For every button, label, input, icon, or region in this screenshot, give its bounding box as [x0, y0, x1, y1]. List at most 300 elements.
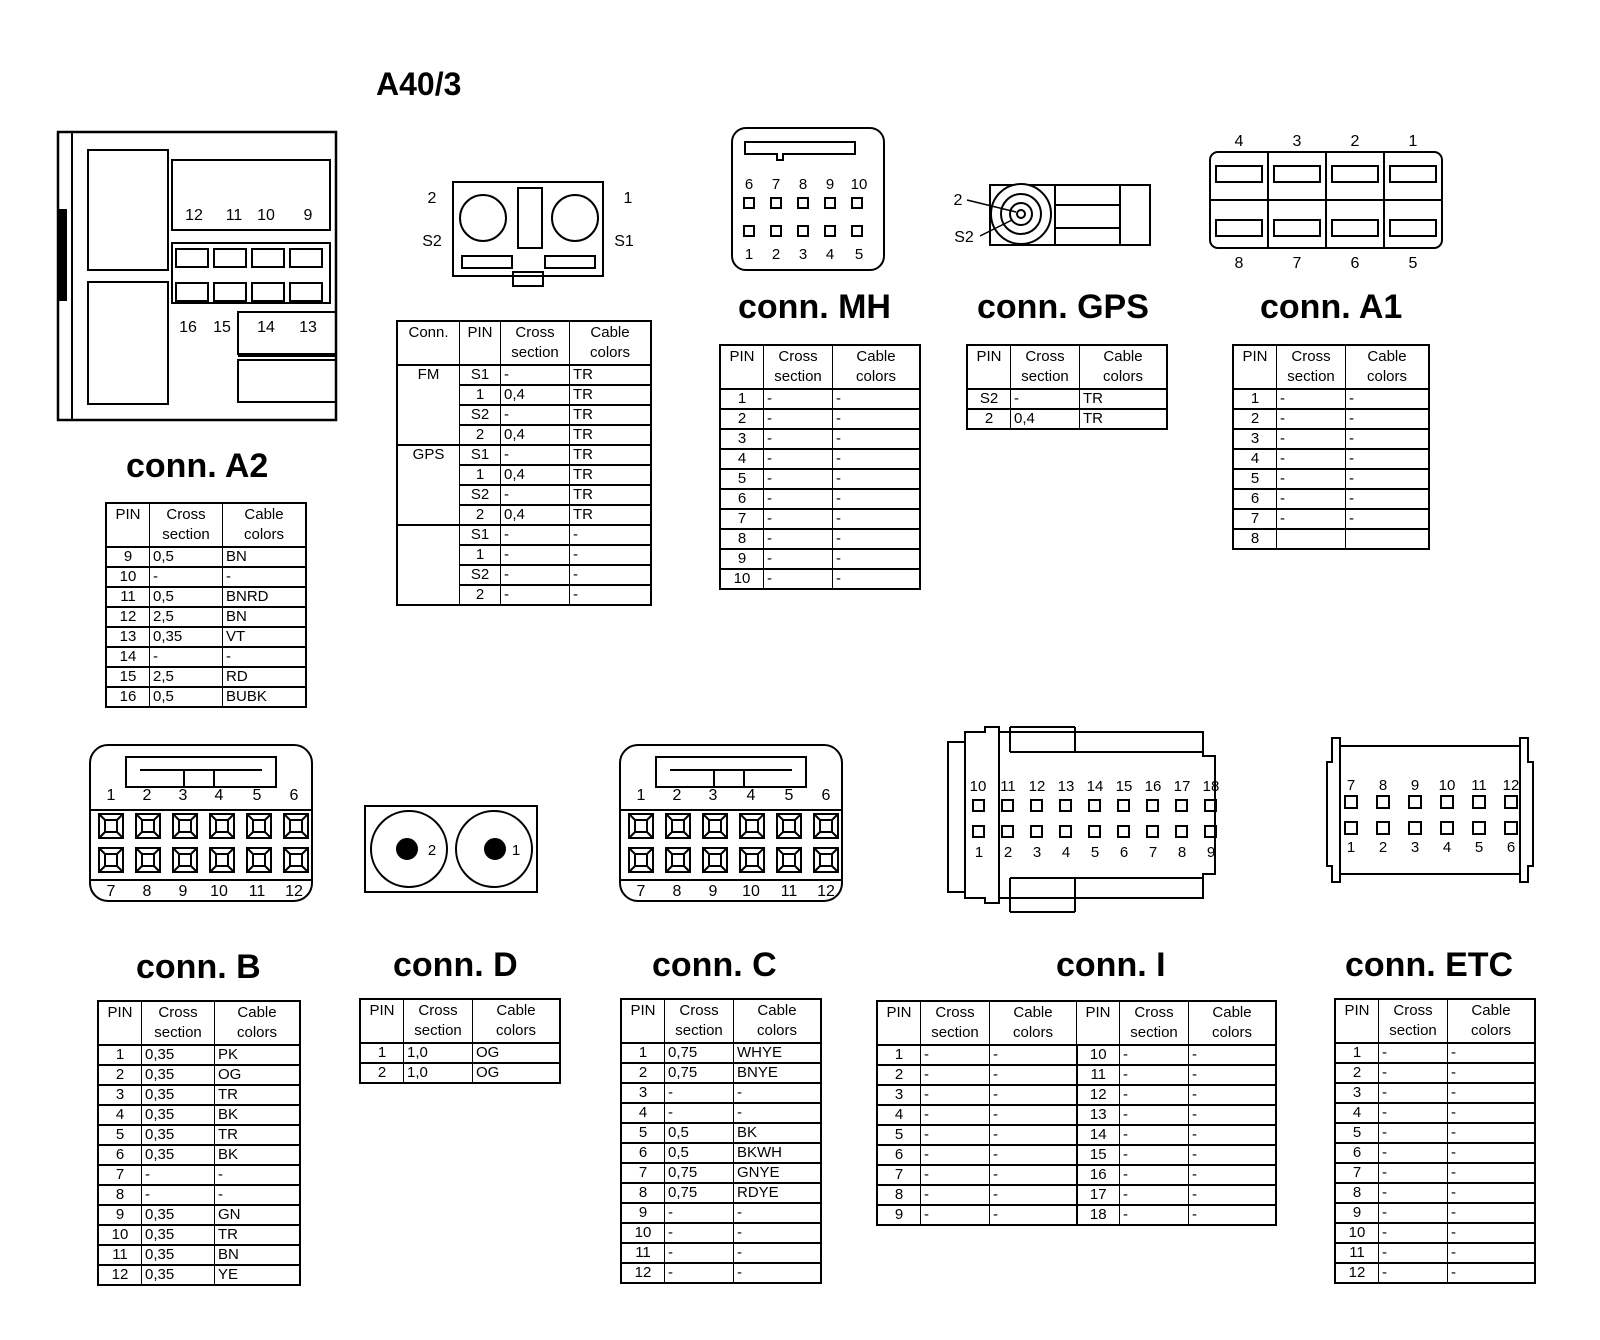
cable-color-cell: - — [215, 1185, 301, 1205]
pin-socket — [1060, 800, 1071, 811]
antenna-pin-label: S2 — [422, 233, 442, 250]
pin-header: PIN — [360, 999, 404, 1043]
pin-socket — [666, 848, 690, 872]
pin-cell: 9 — [106, 547, 150, 567]
cable-color-cell: TR — [570, 485, 652, 505]
cable-color-cell: - — [215, 1165, 301, 1185]
pin-cell: 15 — [1077, 1145, 1120, 1165]
antenna-pin-label: 1 — [623, 190, 633, 207]
pin-header: PIN — [877, 1001, 921, 1045]
table-row — [1233, 529, 1429, 549]
cross-section-cell: - — [1379, 1203, 1448, 1223]
c-pin-label: 1 — [636, 787, 646, 804]
cable-color-cell: - — [1346, 489, 1430, 509]
cable-color-cell: - — [833, 409, 921, 429]
pin-header: PIN — [621, 999, 665, 1043]
conn-b-table — [97, 1000, 301, 1286]
cable-color-cell: - — [833, 429, 921, 449]
pin-socket — [814, 848, 838, 872]
cable-color-cell: - — [1448, 1143, 1536, 1163]
cable-color-cell: - — [570, 565, 652, 585]
c-pin-label: 9 — [708, 883, 718, 900]
cross-section-cell: - — [1379, 1083, 1448, 1103]
a1-pin-label: 5 — [1408, 255, 1418, 272]
pin-cell: 7 — [621, 1163, 665, 1183]
a2-pin-label: 16 — [179, 319, 197, 336]
i-pin-label: 10 — [969, 778, 987, 795]
pin-cell: 3 — [98, 1085, 142, 1105]
etc-pin-label: 3 — [1410, 839, 1420, 856]
pin-socket — [1409, 796, 1421, 808]
pin-cell: S2 — [460, 565, 501, 585]
cross-section-cell: - — [665, 1263, 734, 1283]
pin-cell: 6 — [1335, 1143, 1379, 1163]
table-row — [1335, 1103, 1535, 1123]
pin-cell: 14 — [106, 647, 150, 667]
cable-colors-header: Cable colors — [570, 321, 652, 365]
cable-color-cell: RD — [223, 667, 307, 687]
cross-section-cell: - — [501, 365, 570, 385]
pin-cell: 9 — [877, 1205, 921, 1225]
etc-pin-label: 1 — [1346, 839, 1356, 856]
a1-pin-label: 2 — [1350, 133, 1360, 150]
cross-section-cell: - — [1379, 1263, 1448, 1283]
cross-section-cell: 0,5 — [665, 1123, 734, 1143]
table-row — [1233, 449, 1429, 469]
cable-color-cell: RDYE — [734, 1183, 822, 1203]
conn-gps-table — [966, 344, 1168, 430]
pin-socket — [173, 848, 197, 872]
table-row — [1335, 1043, 1535, 1063]
i-pin-label: 14 — [1086, 778, 1104, 795]
pin-header: PIN — [106, 503, 150, 547]
table-row — [720, 529, 920, 549]
pin-cell: 4 — [1233, 449, 1277, 469]
i-pin-label: 9 — [1206, 844, 1216, 861]
pin-cell: 10 — [621, 1223, 665, 1243]
cable-color-cell — [1346, 529, 1430, 549]
pin-cell: 13 — [106, 627, 150, 647]
table-row — [98, 1205, 300, 1225]
pin-header: PIN — [1233, 345, 1277, 389]
cross-section-cell: - — [764, 569, 833, 589]
cross-section-cell: - — [665, 1223, 734, 1243]
cross-section-cell: - — [142, 1185, 215, 1205]
pin-cell: 8 — [621, 1183, 665, 1203]
pin-cell: 12 — [1335, 1263, 1379, 1283]
table-row — [621, 1103, 821, 1123]
b-pin-label: 2 — [142, 787, 152, 804]
table-row — [621, 1183, 821, 1203]
etc-pin-label: 2 — [1378, 839, 1388, 856]
a1-pin-label: 1 — [1408, 133, 1418, 150]
cross-section-header: Cross section — [1277, 345, 1346, 389]
table-row — [98, 1085, 300, 1105]
pin-cell: 15 — [106, 667, 150, 687]
pin-socket — [136, 848, 160, 872]
pin-header: PIN — [1335, 999, 1379, 1043]
table-row — [1335, 1263, 1535, 1283]
table-row — [1233, 469, 1429, 489]
pin-cell: 12 — [106, 607, 150, 627]
cross-section-cell: - — [1379, 1123, 1448, 1143]
cable-color-cell: - — [1448, 1263, 1536, 1283]
a1-pin-label: 3 — [1292, 133, 1302, 150]
pin-cell: 1 — [460, 545, 501, 565]
pin-cell: 9 — [720, 549, 764, 569]
pin-cell: S2 — [460, 485, 501, 505]
cable-color-cell: BK — [215, 1105, 301, 1125]
pin-socket — [173, 814, 197, 838]
cross-section-cell: - — [764, 429, 833, 449]
cable-color-cell: - — [833, 549, 921, 569]
conn-c-diagram — [620, 745, 842, 901]
pin-socket — [1002, 800, 1013, 811]
cable-color-cell: - — [833, 469, 921, 489]
table-row — [98, 1065, 300, 1085]
cross-section-cell: - — [921, 1105, 990, 1125]
cross-section-cell: - — [1120, 1085, 1189, 1105]
conn-mh-table — [719, 344, 921, 590]
pin-socket — [1147, 826, 1158, 837]
cross-section-cell: - — [1277, 489, 1346, 509]
gps-pin-label: 2 — [953, 192, 963, 209]
cable-color-cell: BN — [223, 607, 307, 627]
cable-color-cell: BNYE — [734, 1063, 822, 1083]
i-pin-label: 1 — [974, 844, 984, 861]
cable-colors-header: Cable colors — [473, 999, 561, 1043]
cable-colors-header: Cable colors — [833, 345, 921, 389]
pin-cell: 5 — [1233, 469, 1277, 489]
c-pin-label: 10 — [742, 883, 760, 900]
pin-cell: 5 — [877, 1125, 921, 1145]
pin-header: PIN — [460, 321, 501, 365]
cable-colors-header: Cable colors — [1346, 345, 1430, 389]
cross-section-cell: 0,75 — [665, 1163, 734, 1183]
etc-pin-label: 11 — [1471, 777, 1487, 794]
table-row — [967, 409, 1167, 429]
cable-color-cell: - — [734, 1263, 822, 1283]
cross-section-cell: - — [921, 1085, 990, 1105]
pin-cell: 9 — [1335, 1203, 1379, 1223]
cable-color-cell: BK — [734, 1123, 822, 1143]
pin-cell: S1 — [460, 445, 501, 465]
pin-cell: 10 — [1077, 1045, 1120, 1065]
i-pin-label: 4 — [1061, 844, 1071, 861]
table-row — [877, 1165, 1276, 1185]
cable-color-cell: - — [1189, 1165, 1277, 1185]
table-row — [98, 1265, 300, 1285]
cross-section-cell: 0,5 — [150, 587, 223, 607]
cable-color-cell: - — [833, 449, 921, 469]
connector-group-cell: GPS — [397, 445, 460, 525]
conn-header: Conn. — [397, 321, 460, 365]
cable-color-cell: - — [990, 1145, 1077, 1165]
cross-section-cell: - — [1120, 1065, 1189, 1085]
pin-cell: 1 — [1335, 1043, 1379, 1063]
cable-color-cell: BNRD — [223, 587, 307, 607]
cross-section-cell: - — [501, 585, 570, 605]
cross-section-cell: - — [1379, 1243, 1448, 1263]
mh-pin-label: 7 — [771, 176, 781, 193]
cross-section-cell: - — [1120, 1205, 1189, 1225]
cable-color-cell: - — [1189, 1185, 1277, 1205]
pin-cell: 3 — [1233, 429, 1277, 449]
i-pin-label: 3 — [1032, 844, 1042, 861]
pin-cell: 5 — [98, 1125, 142, 1145]
table-row — [621, 1043, 821, 1063]
table-row — [621, 1163, 821, 1183]
i-pin-label: 15 — [1115, 778, 1133, 795]
table-row — [106, 687, 306, 707]
b-pin-label: 8 — [142, 883, 152, 900]
cross-section-cell: 0,4 — [501, 465, 570, 485]
conn-etc-title: conn. ETC — [1345, 946, 1514, 984]
etc-pin-label: 6 — [1506, 839, 1516, 856]
pin-cell: 12 — [98, 1265, 142, 1285]
pin-cell: 10 — [98, 1225, 142, 1245]
cross-section-cell: 0,4 — [501, 425, 570, 445]
gps-pin-label: S2 — [954, 229, 974, 246]
pin-socket — [1473, 822, 1485, 834]
pin-cell: S2 — [967, 389, 1011, 409]
table-row — [1335, 1203, 1535, 1223]
cross-section-cell: - — [764, 469, 833, 489]
main-title: A40/3 — [376, 66, 462, 102]
cross-section-cell: - — [665, 1103, 734, 1123]
pin-cell: 10 — [720, 569, 764, 589]
pin-cell: 4 — [720, 449, 764, 469]
cable-color-cell: GNYE — [734, 1163, 822, 1183]
cross-section-cell: - — [1379, 1043, 1448, 1063]
cross-section-cell: 0,35 — [142, 1045, 215, 1065]
cross-section-cell: 0,35 — [150, 627, 223, 647]
pin-socket — [1345, 822, 1357, 834]
cross-section-header: Cross section — [142, 1001, 215, 1045]
cross-section-cell: - — [501, 405, 570, 425]
pin-cell: 4 — [1335, 1103, 1379, 1123]
table-row — [877, 1085, 1276, 1105]
table-row — [1335, 1243, 1535, 1263]
a2-pin-label: 13 — [299, 319, 317, 336]
cable-color-cell: TR — [570, 405, 652, 425]
pin-cell: 3 — [1335, 1083, 1379, 1103]
cross-section-cell: 0,35 — [142, 1245, 215, 1265]
a2-pin-label: 11 — [225, 207, 243, 224]
cable-colors-header: Cable colors — [1448, 999, 1536, 1043]
pin-socket — [1031, 826, 1042, 837]
cable-color-cell: - — [1346, 389, 1430, 409]
cable-color-cell: - — [990, 1085, 1077, 1105]
mh-pin-label: 6 — [744, 176, 754, 193]
pin-socket — [210, 814, 234, 838]
cable-color-cell: - — [990, 1185, 1077, 1205]
conn-i-diagram — [948, 727, 1219, 912]
cable-color-cell: TR — [1080, 389, 1168, 409]
table-row — [877, 1205, 1276, 1225]
pin-cell: 18 — [1077, 1205, 1120, 1225]
pin-socket — [703, 814, 727, 838]
pin-cell: 8 — [1233, 529, 1277, 549]
pin-cell: 8 — [1335, 1183, 1379, 1203]
mh-pin-label: 1 — [744, 246, 754, 263]
conn-c-table — [620, 998, 822, 1284]
cross-section-cell: - — [1379, 1103, 1448, 1123]
pin-socket — [973, 826, 984, 837]
conn-i-table — [876, 1000, 1277, 1226]
cable-color-cell: VT — [223, 627, 307, 647]
table-row — [720, 549, 920, 569]
pin-cell: 7 — [1233, 509, 1277, 529]
cross-section-cell: 0,75 — [665, 1183, 734, 1203]
pin-socket — [1441, 822, 1453, 834]
cable-color-cell: - — [990, 1065, 1077, 1085]
table-row — [720, 389, 920, 409]
cross-section-cell: 0,5 — [150, 687, 223, 707]
conn-c-title: conn. C — [652, 946, 777, 984]
pin-cell: 6 — [720, 489, 764, 509]
cable-color-cell: TR — [570, 385, 652, 405]
table-row — [106, 667, 306, 687]
conn-gps-diagram — [954, 184, 1150, 246]
table-row — [1335, 1163, 1535, 1183]
cable-color-cell: TR — [570, 425, 652, 445]
table-row — [106, 627, 306, 647]
cable-color-cell: OG — [215, 1065, 301, 1085]
cross-section-cell: 0,75 — [665, 1043, 734, 1063]
etc-pin-label: 8 — [1378, 777, 1388, 794]
pin-cell: 6 — [98, 1145, 142, 1165]
cable-color-cell: TR — [215, 1085, 301, 1105]
i-pin-label: 2 — [1003, 844, 1013, 861]
table-row — [106, 587, 306, 607]
cable-color-cell: - — [1346, 469, 1430, 489]
cable-color-cell: - — [1189, 1045, 1277, 1065]
pin-socket — [814, 814, 838, 838]
cable-color-cell: - — [734, 1083, 822, 1103]
cable-color-cell: PK — [215, 1045, 301, 1065]
cable-color-cell: TR — [570, 445, 652, 465]
cable-color-cell: - — [734, 1203, 822, 1223]
cable-color-cell: - — [1346, 409, 1430, 429]
pin-cell: 2 — [621, 1063, 665, 1083]
cross-section-cell: - — [501, 445, 570, 465]
cross-section-header: Cross section — [501, 321, 570, 365]
cable-color-cell: TR — [1080, 409, 1168, 429]
cable-color-cell: - — [990, 1125, 1077, 1145]
table-row — [877, 1045, 1276, 1065]
pin-socket — [1118, 826, 1129, 837]
pin-socket — [1505, 822, 1517, 834]
pin-cell: 1 — [621, 1043, 665, 1063]
b-pin-label: 9 — [178, 883, 188, 900]
table-row — [720, 569, 920, 589]
cross-section-cell: - — [1120, 1125, 1189, 1145]
c-pin-label: 12 — [817, 883, 835, 900]
table-row — [360, 1043, 560, 1063]
cross-section-cell: 1,0 — [404, 1063, 473, 1083]
cable-color-cell: YE — [215, 1265, 301, 1285]
pin-cell: 10 — [1335, 1223, 1379, 1243]
pin-socket — [1031, 800, 1042, 811]
i-pin-label: 16 — [1144, 778, 1162, 795]
cross-section-cell: - — [1379, 1183, 1448, 1203]
table-row — [877, 1125, 1276, 1145]
cross-section-cell: - — [1379, 1063, 1448, 1083]
table-row — [720, 429, 920, 449]
cross-section-cell: - — [1277, 389, 1346, 409]
pin-socket — [1060, 826, 1071, 837]
pin-cell: 4 — [621, 1103, 665, 1123]
conn-a1-diagram — [1210, 133, 1442, 272]
cable-color-cell: - — [734, 1223, 822, 1243]
b-pin-label: 11 — [248, 883, 266, 900]
cross-section-cell: 0,35 — [142, 1145, 215, 1165]
pin-socket — [740, 814, 764, 838]
cable-color-cell: - — [570, 585, 652, 605]
cable-color-cell: BN — [223, 547, 307, 567]
cable-colors-header: Cable colors — [734, 999, 822, 1043]
cable-color-cell: - — [833, 389, 921, 409]
pin-cell: 4 — [98, 1105, 142, 1125]
cross-section-cell: - — [764, 389, 833, 409]
table-row — [1335, 1183, 1535, 1203]
pin-cell: 1 — [460, 465, 501, 485]
cable-color-cell: - — [570, 525, 652, 545]
table-row — [720, 489, 920, 509]
c-pin-label: 2 — [672, 787, 682, 804]
cross-section-cell: - — [1277, 429, 1346, 449]
pin-socket — [210, 848, 234, 872]
conn-d-diagram — [365, 806, 537, 892]
cross-section-header: Cross section — [404, 999, 473, 1043]
mh-pin-label: 8 — [798, 176, 808, 193]
pin-header: PIN — [967, 345, 1011, 389]
cross-section-cell: 0,35 — [142, 1085, 215, 1105]
pin-socket — [1473, 796, 1485, 808]
cross-section-cell: - — [921, 1045, 990, 1065]
cable-color-cell: - — [1448, 1123, 1536, 1143]
pin-cell: 6 — [1233, 489, 1277, 509]
mh-pin-label: 10 — [850, 176, 868, 193]
pin-cell: 2 — [460, 425, 501, 445]
cross-section-header: Cross section — [1011, 345, 1080, 389]
i-pin-label: 13 — [1057, 778, 1075, 795]
cable-color-cell: - — [1448, 1183, 1536, 1203]
pin-socket — [1089, 826, 1100, 837]
cross-section-cell: 0,75 — [665, 1063, 734, 1083]
pin-cell: 1 — [1233, 389, 1277, 409]
table-row — [106, 607, 306, 627]
cable-color-cell: - — [1189, 1105, 1277, 1125]
i-pin-label: 17 — [1173, 778, 1191, 795]
conn-d-title: conn. D — [393, 946, 518, 984]
i-pin-label: 12 — [1028, 778, 1046, 795]
table-row — [621, 1203, 821, 1223]
cable-color-cell: - — [833, 489, 921, 509]
mh-pin-label: 5 — [854, 246, 864, 263]
table-row — [1233, 509, 1429, 529]
cable-color-cell: - — [570, 545, 652, 565]
cross-section-cell: - — [921, 1185, 990, 1205]
b-pin-label: 10 — [210, 883, 228, 900]
pin-cell: 12 — [1077, 1085, 1120, 1105]
cross-section-cell: - — [1120, 1145, 1189, 1165]
cross-section-header: Cross section — [764, 345, 833, 389]
pin-cell: 4 — [877, 1105, 921, 1125]
b-pin-label: 1 — [106, 787, 116, 804]
pin-socket — [1176, 826, 1187, 837]
